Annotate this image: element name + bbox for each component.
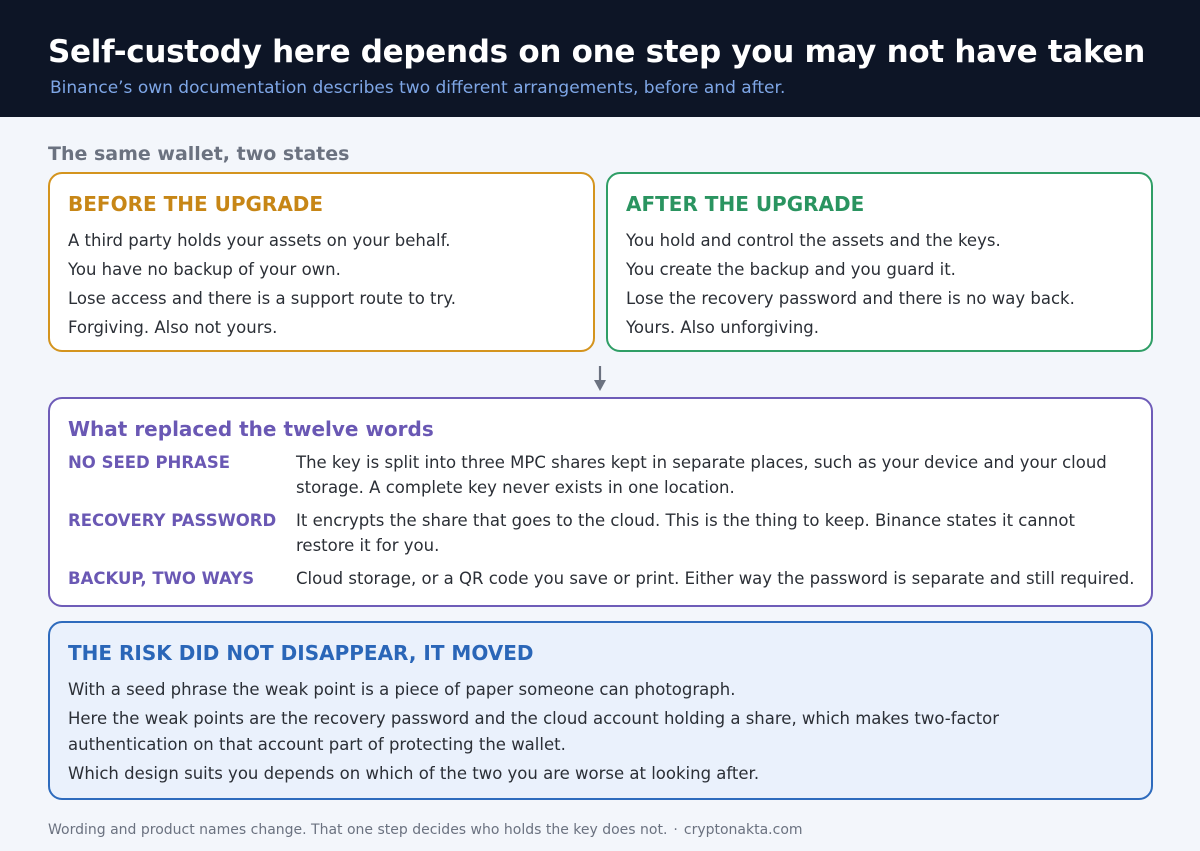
risk-list [68, 675, 1118, 788]
definition-row [68, 566, 1138, 591]
after-line: Yours. Also unforgiving. [626, 318, 820, 337]
definition-desc: It encrypts the share that goes to the cloud. This is the thing to keep. Binance states it cannot restore it for you. [296, 511, 1075, 555]
after-line: You create the backup and you guard it. [626, 260, 956, 279]
page-title: Self-custody here depends on one step you may not have taken [48, 34, 1145, 70]
after-line: Lose the recovery password and there is no way back. [626, 289, 1075, 308]
risk-line: Here the weak points are the recovery password and the cloud account holding a share, which makes two-factor authentication on that account part of protecting the wallet. [68, 708, 1000, 754]
before-line: A third party holds your assets on your behalf. [68, 231, 451, 250]
before-line: Forgiving. Also not yours. [68, 318, 278, 337]
definition-desc: Cloud storage, or a QR code you save or print. Either way the password is separate and still required. [296, 569, 1135, 588]
after-upgrade-list [626, 226, 1075, 342]
before-upgrade-list [68, 226, 456, 342]
replaced-title: What replaced the twelve words [68, 417, 434, 441]
definition-term: BACKUP, TWO WAYS [68, 569, 255, 588]
before-line: Lose access and there is a support route to try. [68, 289, 456, 308]
footer-note: Wording and product names change. That one step decides who holds the key does not. [48, 822, 668, 838]
arrow-down-icon [592, 366, 608, 392]
definition-term: RECOVERY PASSWORD [68, 511, 277, 530]
after-upgrade-card [606, 172, 1153, 352]
before-upgrade-card [48, 172, 595, 352]
definition-desc: The key is split into three MPC shares kept in separate places, such as your device and your cloud storage. A complete key never exists in one location. [296, 453, 1107, 497]
definition-term: NO SEED PHRASE [68, 453, 230, 472]
page-subtitle: Binance’s own documentation describes two different arrangements, before and after. [50, 78, 786, 98]
definition-list [68, 450, 1138, 591]
section-label: The same wallet, two states [48, 143, 350, 165]
risk-line: Which design suits you depends on which of the two you are worse at looking after. [68, 764, 760, 783]
replaced-card [48, 397, 1153, 607]
after-upgrade-title: AFTER THE UPGRADE [626, 192, 865, 216]
after-line: You hold and control the assets and the keys. [626, 231, 1001, 250]
risk-line: With a seed phrase the weak point is a piece of paper someone can photograph. [68, 680, 736, 699]
risk-card [48, 621, 1153, 800]
before-upgrade-title: BEFORE THE UPGRADE [68, 192, 324, 216]
footer-site: cryptonakta.com [683, 822, 803, 838]
page-header [0, 0, 1200, 117]
risk-title: THE RISK DID NOT DISAPPEAR, IT MOVED [68, 641, 534, 665]
footer [48, 822, 803, 838]
definition-row [68, 450, 1138, 500]
before-line: You have no backup of your own. [68, 260, 341, 279]
definition-row [68, 508, 1138, 558]
footer-separator: · [673, 822, 678, 838]
